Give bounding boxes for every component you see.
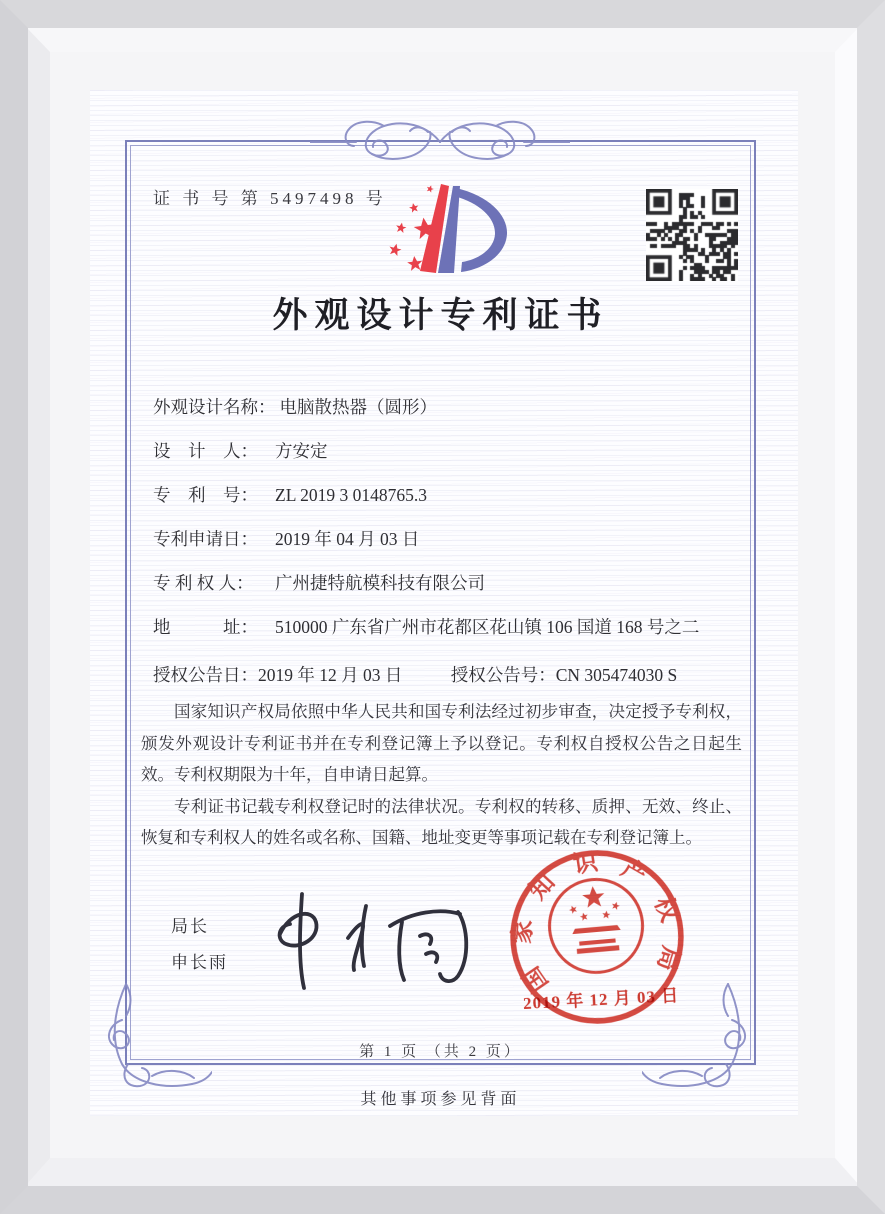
field-patentee: [153, 572, 699, 616]
field-value: 2019 年 04 月 03 日: [275, 529, 420, 549]
fields: [153, 396, 699, 660]
top-border-ornament-icon: [310, 112, 570, 168]
signature-icon: [260, 874, 495, 996]
field-design-name: [153, 396, 699, 440]
footer-note: 其他事项参见背面: [360, 1091, 521, 1108]
field-label: 专利申请日：: [153, 529, 258, 549]
field-patent-number: [153, 484, 699, 528]
page-info: 第 1 页 （共 2 页）: [359, 1044, 522, 1060]
field-label: 设 计 人：: [153, 441, 258, 461]
field-label: 地 址：: [153, 617, 258, 637]
signer-name: 申长雨: [171, 953, 228, 972]
national-emblem-icon: [566, 884, 625, 955]
field-application-date: [153, 528, 699, 572]
qr-code: [646, 189, 738, 281]
field-value: 电脑散热器（圆形）: [279, 397, 437, 417]
grant-announcement-row: [153, 662, 677, 687]
field-value: 510000 广东省广州市花都区花山镇 106 国道 168 号之二: [275, 617, 700, 637]
svg-text:国家知识产权局: [501, 841, 690, 998]
field-value: 方安定: [275, 441, 328, 461]
certificate-paper: [90, 90, 798, 1116]
signer-title: 局长: [171, 917, 209, 936]
field-value: 广州捷特航模科技有限公司: [275, 573, 485, 593]
grant-date: 授权公告日：2019 年 12 月 03 日: [153, 665, 403, 685]
certificate-title: 外观设计专利证书: [272, 296, 609, 335]
body-paragraph-1: 国家知识产权局依照中华人民共和国专利法经过初步审查，决定授予专利权，颁发外观设计专利证书并在专利登记簿上予以登记。专利权自授权公告之日起生效。专利权期限为十年，自申请日起算。: [141, 702, 742, 784]
field-label: 专 利 权 人：: [153, 573, 254, 593]
seal-date: 2019 年 12 月 03 日: [522, 985, 680, 1014]
field-value: ZL 2019 3 0148765.3: [275, 485, 427, 505]
body-paragraph-2: 专利证书记载专利权登记时的法律状况。专利权的转移、质押、无效、终止、恢复和专利权人的姓名或名称、国籍、地址变更等事项记载在专利登记簿上。: [141, 796, 742, 847]
field-label: 外观设计名称：: [153, 397, 276, 417]
field-label: 专 利 号：: [153, 485, 258, 505]
bottom-left-ornament-icon: [90, 980, 212, 1094]
certificate-body: [141, 696, 742, 854]
seal-text: 国家知识产权局: [508, 848, 685, 997]
field-designer: [153, 440, 699, 484]
field-address: [153, 616, 699, 660]
certificate-number: 证 书 号 第 5497498 号: [153, 189, 387, 208]
grant-number: 授权公告号：CN 305474030 S: [450, 665, 678, 685]
cnipa-logo-icon: [377, 174, 519, 288]
